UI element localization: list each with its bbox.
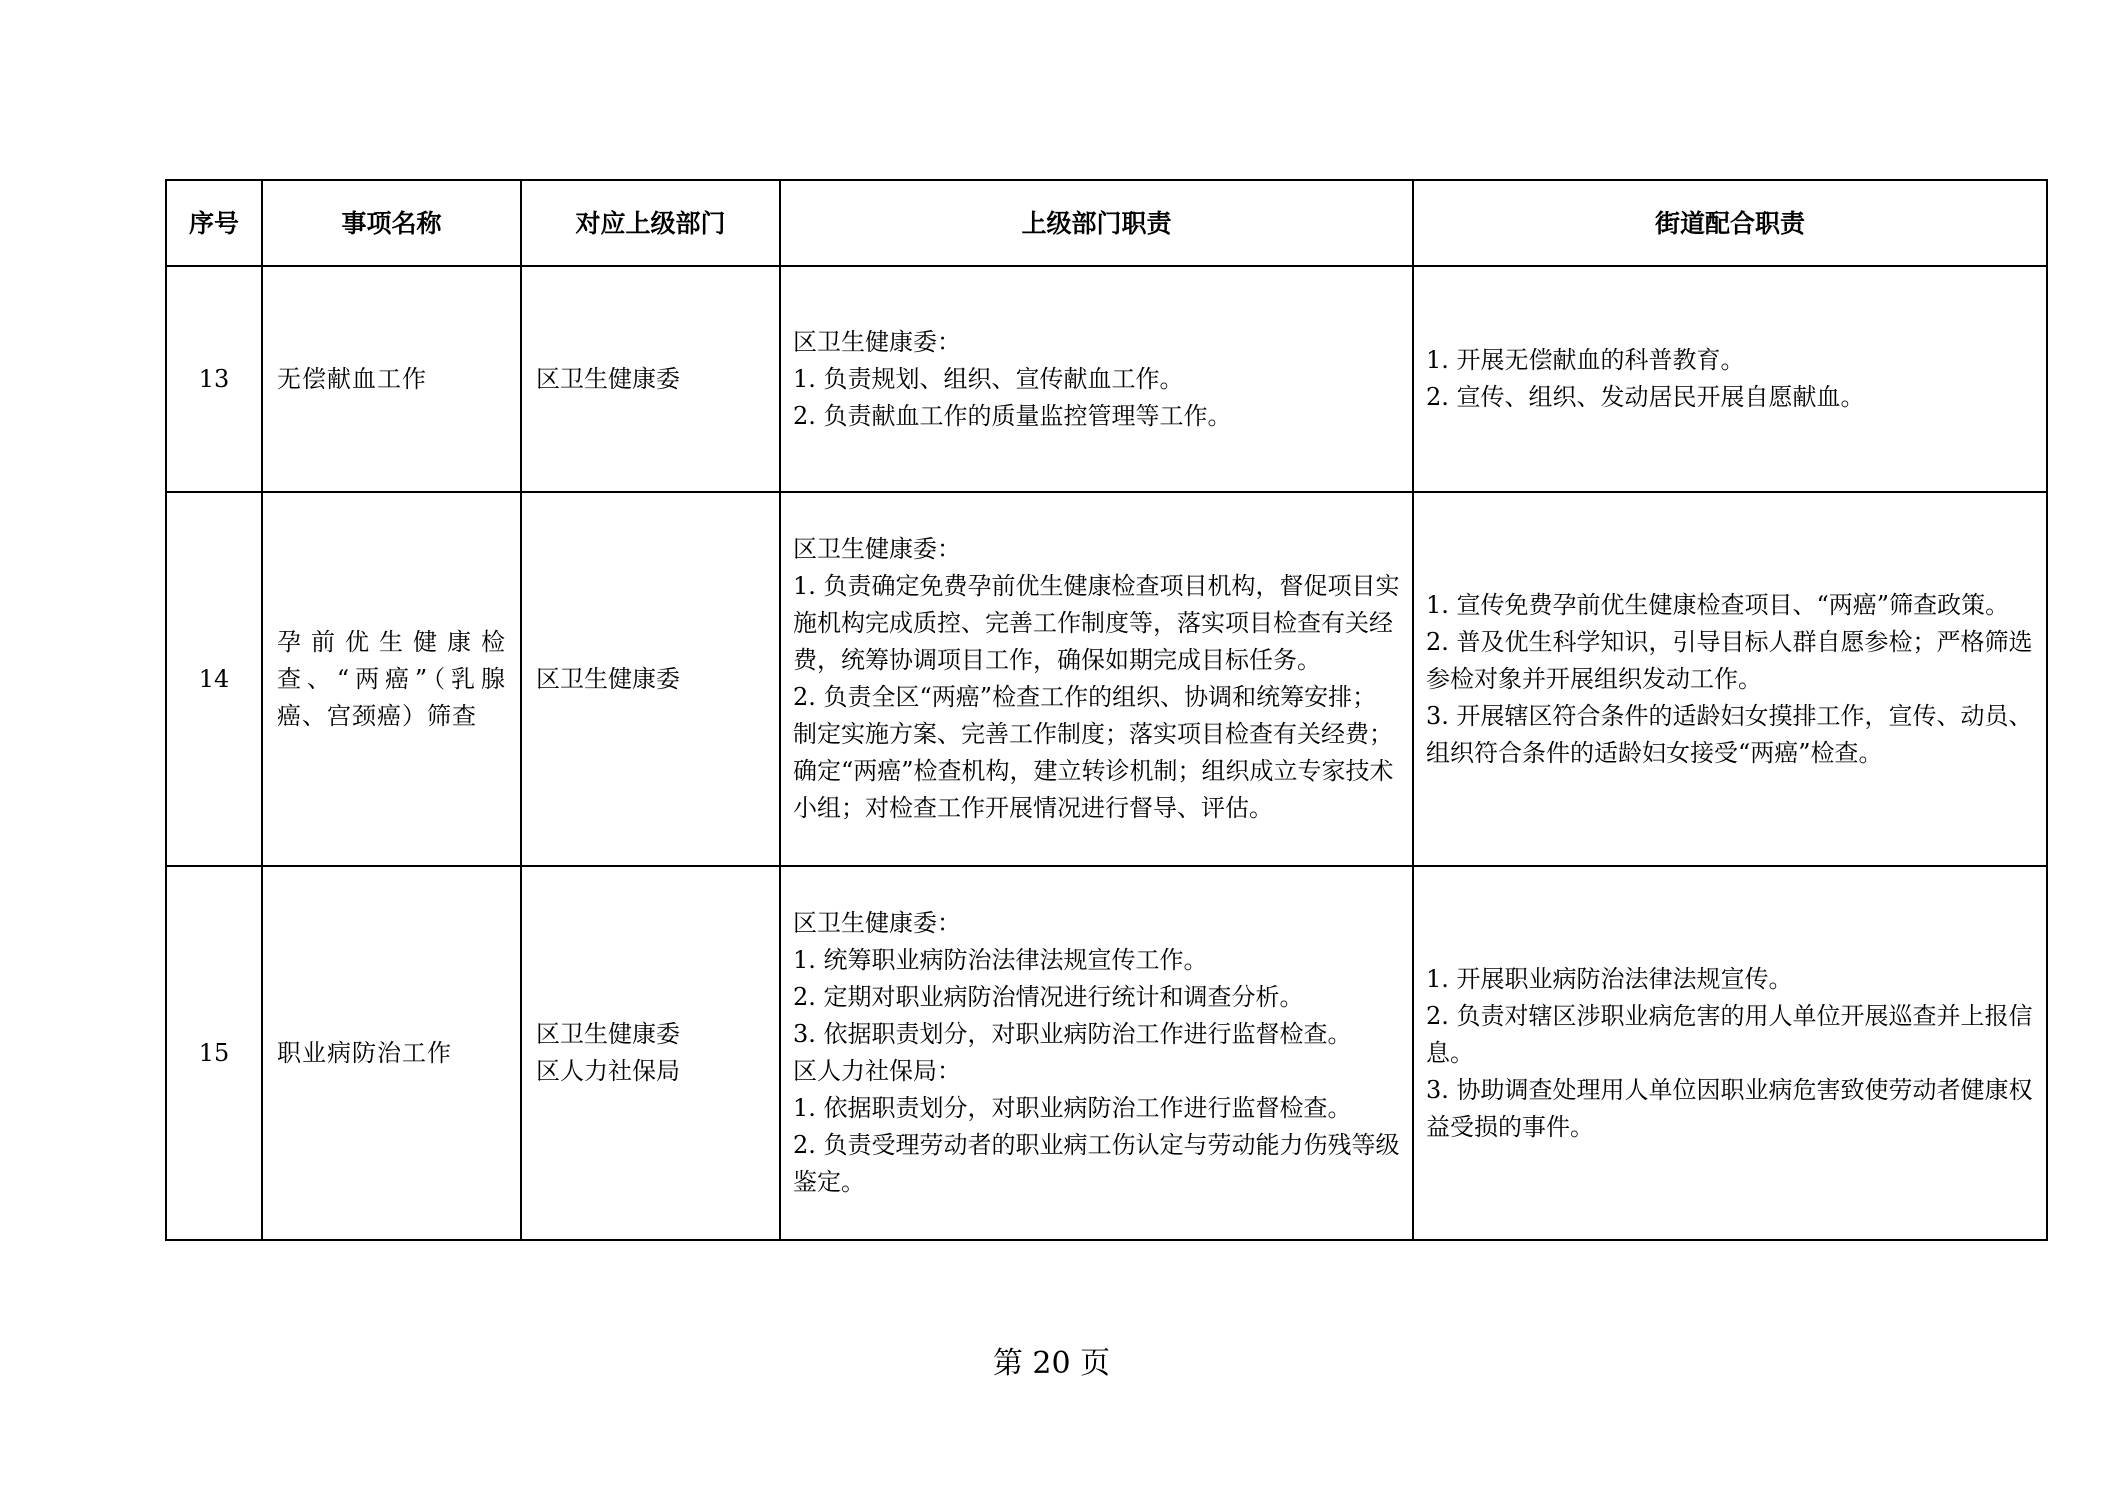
duty-line: 3. 协助调查处理用人单位因职业病危害致使劳动者健康权益受损的事件。 bbox=[1426, 1075, 2033, 1141]
department-line: 区卫生健康委 bbox=[536, 664, 680, 693]
duty-line: 2. 负责全区“两癌”检查工作的组织、协调和统筹安排；制定实施方案、完善工作制度；落实项目检查有关经费；确定“两癌”检查机构，建立转诊机制；组织成立专家技术小组；对检查工作开展情况进行督导、评估。 bbox=[793, 683, 1394, 822]
row-item-name bbox=[262, 492, 521, 866]
duty-line: 区卫生健康委： bbox=[793, 535, 961, 563]
duty-line: 区卫生健康委： bbox=[793, 909, 961, 937]
row-street-duties bbox=[1413, 492, 2047, 866]
duty-line: 1. 负责确定免费孕前优生健康检查项目机构，督促项目实施机构完成质控、完善工作制度等，落实项目检查有关经费，统筹协调项目工作，确保如期完成目标任务。 bbox=[793, 572, 1400, 674]
header-superior-duties: 上级部门职责 bbox=[780, 180, 1413, 266]
table-row bbox=[166, 266, 2047, 492]
row-item-name bbox=[262, 266, 521, 492]
row-superior-duties bbox=[780, 866, 1413, 1240]
duty-line: 2. 普及优生科学知识，引导目标人群自愿参检；严格筛选参检对象并开展组织发动工作。 bbox=[1426, 627, 2033, 693]
header-item-name: 事项名称 bbox=[262, 180, 521, 266]
header-street-duties: 街道配合职责 bbox=[1413, 180, 2047, 266]
duty-line: 1. 开展职业病防治法律法规宣传。 bbox=[1426, 964, 1793, 993]
item-name-text: 无偿献血工作 bbox=[277, 364, 427, 393]
row-street-duties bbox=[1413, 266, 2047, 492]
table-row bbox=[166, 866, 2047, 1240]
row-serial-number: 14 bbox=[166, 492, 262, 866]
department-line: 区卫生健康委 bbox=[536, 1020, 680, 1048]
header-superior-department: 对应上级部门 bbox=[521, 180, 780, 266]
row-serial-number: 15 bbox=[166, 866, 262, 1240]
page-number: 第 20 页 bbox=[992, 1346, 1111, 1381]
duty-line: 1. 开展无偿献血的科普教育。 bbox=[1426, 346, 1745, 374]
duty-line: 3. 开展辖区符合条件的适龄妇女摸排工作，宣传、动员、组织符合条件的适龄妇女接受“两癌”检查。 bbox=[1426, 701, 2033, 767]
row-serial-number: 13 bbox=[166, 266, 262, 492]
department-line: 区人力社保局 bbox=[536, 1057, 680, 1085]
row-department bbox=[521, 266, 780, 492]
item-name-text: 职业病防治工作 bbox=[277, 1038, 452, 1067]
header-serial-number: 序号 bbox=[166, 180, 262, 266]
responsibility-table bbox=[165, 179, 2048, 1241]
duty-line: 1. 依据职责划分，对职业病防治工作进行监督检查。 bbox=[793, 1094, 1352, 1122]
table-row bbox=[166, 492, 2047, 866]
duty-line: 1. 宣传免费孕前优生健康检查项目、“两癌”筛查政策。 bbox=[1426, 590, 2010, 619]
duty-line: 2. 负责献血工作的质量监控管理等工作。 bbox=[793, 401, 1232, 430]
department-line: 区卫生健康委 bbox=[536, 364, 680, 393]
duty-line: 1. 负责规划、组织、宣传献血工作。 bbox=[793, 364, 1184, 393]
duty-line: 2. 负责受理劳动者的职业病工伤认定与劳动能力伤残等级鉴定。 bbox=[793, 1131, 1400, 1196]
row-department bbox=[521, 492, 780, 866]
duty-line: 2. 定期对职业病防治情况进行统计和调查分析。 bbox=[793, 983, 1304, 1011]
duty-line: 3. 依据职责划分，对职业病防治工作进行监督检查。 bbox=[793, 1020, 1352, 1048]
table-header-row bbox=[166, 180, 2047, 266]
row-superior-duties bbox=[780, 492, 1413, 866]
duty-line: 区卫生健康委： bbox=[793, 327, 961, 356]
item-name-text: 孕前优生健康检查、“两癌”（乳腺癌、宫颈癌）筛查 bbox=[277, 627, 506, 730]
duty-line: 区人力社保局： bbox=[793, 1057, 961, 1085]
duty-line: 2. 宣传、组织、发动居民开展自愿献血。 bbox=[1426, 383, 1865, 411]
row-street-duties bbox=[1413, 866, 2047, 1240]
row-superior-duties bbox=[780, 266, 1413, 492]
row-department bbox=[521, 866, 780, 1240]
duty-line: 1. 统筹职业病防治法律法规宣传工作。 bbox=[793, 946, 1208, 974]
duty-line: 2. 负责对辖区涉职业病危害的用人单位开展巡查并上报信息。 bbox=[1426, 1001, 2033, 1067]
row-item-name bbox=[262, 866, 521, 1240]
